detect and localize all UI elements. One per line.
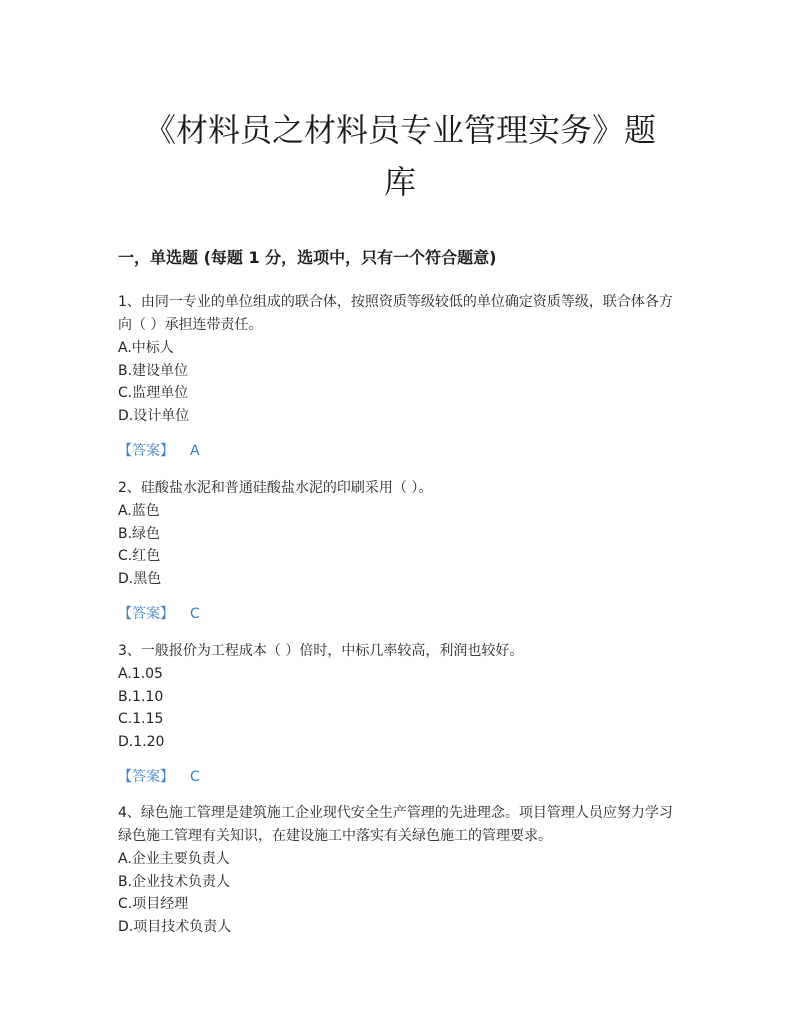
- answer-line: [118, 603, 678, 625]
- option-c: C.红色: [118, 548, 161, 564]
- question-1: [118, 291, 678, 462]
- option-a: A.1.05: [118, 666, 163, 682]
- answer-value: C: [190, 769, 200, 785]
- section-heading: 一，单选题 (每题 1 分，选项中，只有一个符合题意): [118, 248, 497, 267]
- document-title: [100, 104, 700, 208]
- option-a: A.中标人: [118, 340, 174, 356]
- answer-line: [118, 766, 678, 788]
- answer-label: 【答案】: [118, 769, 174, 785]
- option-a: A.蓝色: [118, 503, 160, 519]
- option-d: D.黑色: [118, 570, 162, 587]
- question-3: [118, 640, 678, 788]
- option-b: B.1.10: [118, 688, 164, 705]
- answer-label: 【答案】: [118, 606, 174, 622]
- question-stem: 4、绿色施工管理是建筑施工企业现代安全生产管理的先进理念。项目管理人员应努力学习绿色施工管理有关知识，在建设施工中落实有关绿色施工的管理要求。: [118, 805, 673, 844]
- option-c: C.1.15: [118, 711, 164, 727]
- document-title-line2: 库: [383, 163, 416, 201]
- question-stem: 2、硅酸盐水泥和普通硅酸盐水泥的印刷采用（ ）。: [118, 480, 433, 496]
- answer-label: 【答案】: [118, 443, 174, 459]
- option-c: C.项目经理: [118, 896, 189, 912]
- answer-line: [118, 440, 678, 462]
- option-b: B.建设单位: [118, 362, 189, 379]
- answer-value: A: [190, 443, 200, 459]
- option-d: D.项目技术负责人: [118, 918, 232, 935]
- option-b: B.企业技术负责人: [118, 873, 231, 890]
- option-a: A.企业主要负责人: [118, 851, 230, 867]
- question-2: [118, 477, 678, 625]
- question-4: [118, 802, 678, 938]
- question-stem: 1、由同一专业的单位组成的联合体，按照资质等级较低的单位确定资质等级，联合体各方向（ ）承担连带责任。: [118, 294, 673, 333]
- document-title-line1: 《材料员之材料员专业管理实务》题: [143, 111, 656, 149]
- option-d: D.设计单位: [118, 407, 190, 424]
- question-stem: 3、一般报价为工程成本（ ）倍时，中标几率较高，利润也较好。: [118, 643, 524, 659]
- option-d: D.1.20: [118, 733, 165, 750]
- option-c: C.监理单位: [118, 385, 189, 401]
- answer-value: C: [190, 606, 200, 622]
- option-b: B.绿色: [118, 525, 161, 542]
